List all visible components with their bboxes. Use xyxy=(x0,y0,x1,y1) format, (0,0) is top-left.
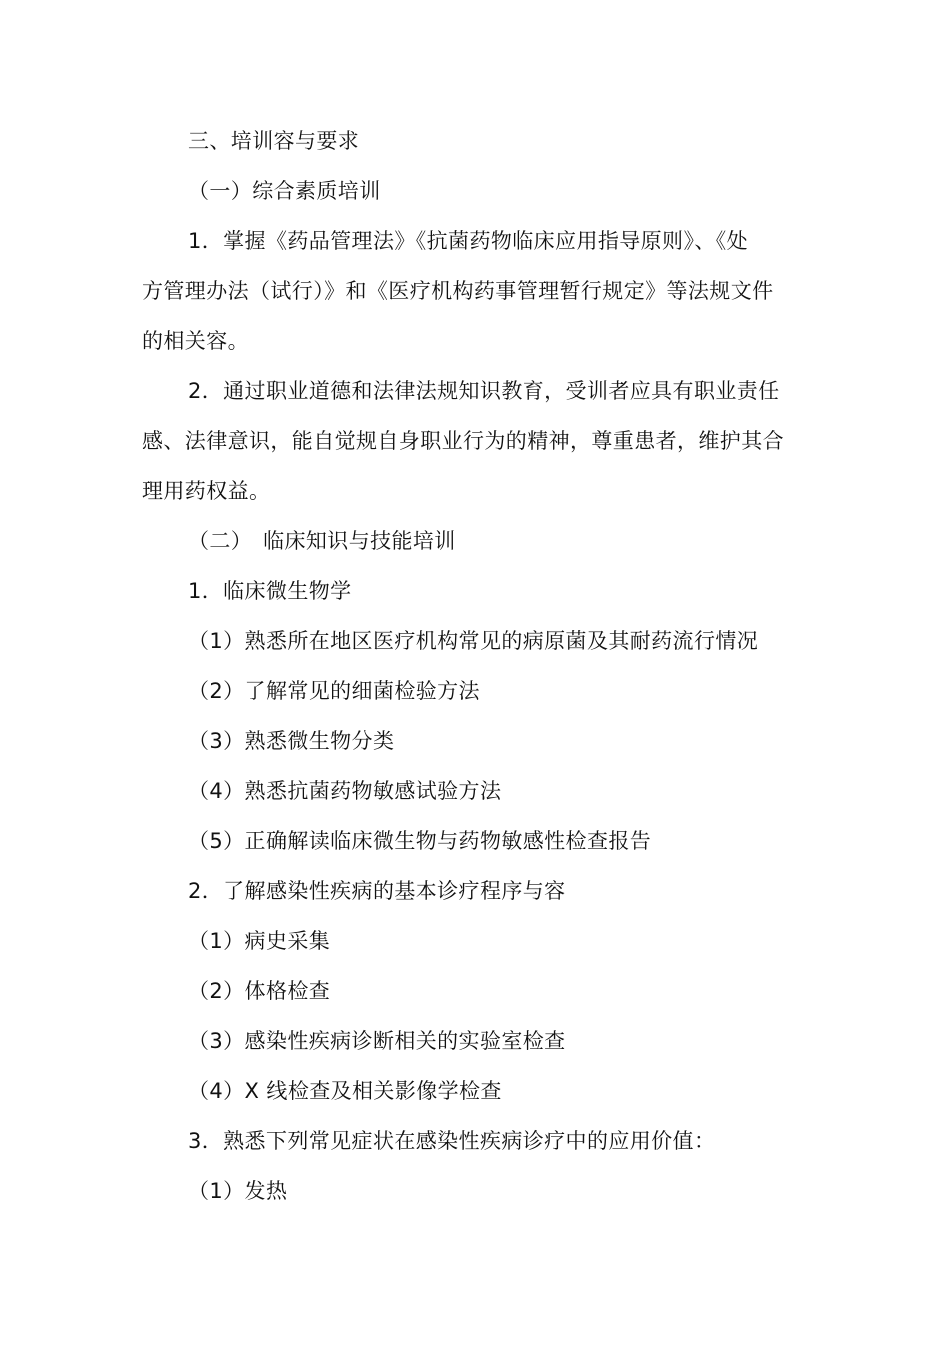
paragraph-line: 理用药权益。 xyxy=(142,479,271,503)
list-item: （3）感染性疾病诊断相关的实验室检查 xyxy=(188,1029,566,1053)
list-item: （3）熟悉微生物分类 xyxy=(188,729,395,753)
paragraph-line: 的相关容。 xyxy=(142,329,249,353)
paragraph-line: 2．通过职业道德和法律法规知识教育，受训者应具有职业责任 xyxy=(188,379,780,403)
list-item: （1）熟悉所在地区医疗机构常见的病原菌及其耐药流行情况 xyxy=(188,629,759,653)
section-heading: 三、培训容与要求 xyxy=(188,129,360,153)
list-item: （5）正确解读临床微生物与药物敏感性检查报告 xyxy=(188,829,652,853)
paragraph-line: 感、法律意识，能自觉规自身职业行为的精神，尊重患者，维护其合 xyxy=(142,429,784,453)
list-item-title: 1．临床微生物学 xyxy=(188,579,352,603)
list-item: （1）病史采集 xyxy=(188,929,331,953)
list-item: （2）体格检查 xyxy=(188,979,331,1003)
list-item-title: 2．了解感染性疾病的基本诊疗程序与容 xyxy=(188,879,566,903)
list-item: （4）熟悉抗菌药物敏感试验方法 xyxy=(188,779,502,803)
paragraph-line: 方管理办法（试行）》和《医疗机构药事管理暂行规定》等法规文件 xyxy=(142,279,774,303)
list-item: （2）了解常见的细菌检验方法 xyxy=(188,679,480,703)
list-item: （1）发热 xyxy=(188,1179,288,1203)
list-item: （4）X 线检查及相关影像学检查 xyxy=(188,1079,502,1103)
subsection-heading-2: （二） 临床知识与技能培训 xyxy=(188,529,456,553)
subsection-heading-1: （一）综合素质培训 xyxy=(188,179,381,203)
paragraph-line: 1．掌握《药品管理法》《抗菌药物临床应用指导原则》、《处 xyxy=(188,229,749,253)
list-item-title: 3．熟悉下列常见症状在感染性疾病诊疗中的应用价值： xyxy=(188,1129,716,1153)
